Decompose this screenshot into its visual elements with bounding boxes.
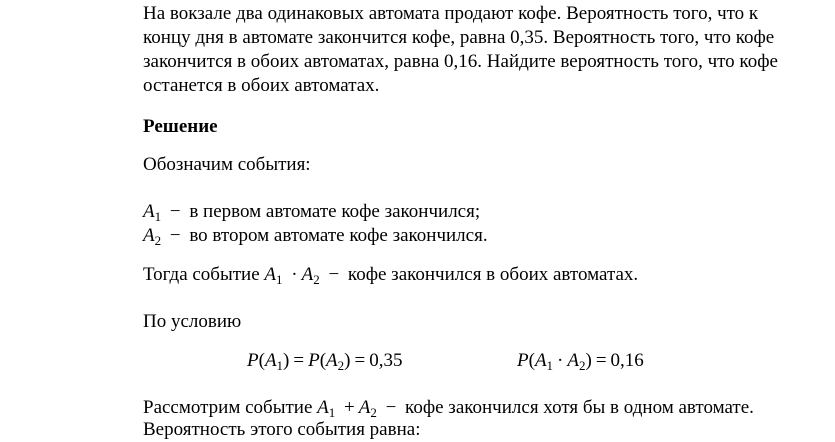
event-a1-symbol: A — [143, 201, 155, 222]
formula1-p1: P — [247, 350, 259, 371]
event-a1-sub: 1 — [154, 209, 162, 224]
event-a2-text: во втором автомате кофе закончился. — [189, 225, 488, 246]
formula2-eq: = — [595, 350, 607, 371]
product-a1-sub: 1 — [276, 272, 283, 287]
sum-event-text: кофе закончился хотя бы в одном автомате. — [405, 397, 754, 418]
event-a1-dash: − — [169, 201, 181, 222]
product-a1-symbol: A — [264, 264, 277, 285]
product-a2-sub: 2 — [313, 272, 320, 287]
problem-line-4: останется в обоих автоматах. — [143, 75, 380, 96]
product-dot: · — [291, 264, 298, 285]
denote-text: Обозначим события: — [143, 154, 311, 175]
event-a1-line — [143, 200, 480, 224]
formula1-a1: A — [264, 350, 277, 371]
sum-plus: + — [344, 397, 355, 418]
formula1-eq1: = — [293, 350, 305, 371]
formula1-a1-sub: 1 — [276, 358, 284, 373]
formula1-a2: A — [326, 350, 338, 371]
formula2-a2: A — [567, 350, 579, 371]
problem-line-2: концу дня в автомате закончится кофе, равна 0,35. Вероятность того, что кофе — [143, 27, 775, 48]
formula1-value: 0,35 — [369, 350, 403, 371]
event-a2-dash: − — [169, 225, 181, 246]
formula2-a1-sub: 1 — [546, 358, 554, 373]
product-dash: − — [328, 264, 340, 285]
probability-text: Вероятность этого события равна: — [143, 419, 421, 440]
condition-text: По условию — [143, 311, 242, 332]
solution-heading: Решение — [143, 116, 218, 137]
formula-single-probability: $P(A_1) = P(A_2) = 0,35$ — [247, 350, 403, 373]
formula1-a2-sub: 2 — [337, 358, 345, 373]
formula2-value: 0,16 — [610, 350, 644, 371]
sum-a1-sub: 1 — [328, 405, 336, 420]
sum-a2-symbol: A — [358, 397, 371, 418]
sum-event-prefix: Рассмотрим событие — [143, 397, 313, 418]
event-a2-line — [143, 224, 488, 248]
sum-dash: − — [385, 397, 397, 418]
product-event-prefix: Тогда событие — [143, 264, 260, 285]
event-a1-text: в первом автомате кофе закончился; — [189, 201, 481, 222]
formula2-p: P — [517, 350, 529, 371]
problem-line-1: На вокзале два одинаковых автомата продают кофе. Вероятность того, что к — [143, 3, 759, 24]
product-a2-symbol: A — [301, 264, 314, 285]
formula1-p2: P — [308, 350, 320, 371]
sum-a2-sub: 2 — [370, 405, 377, 420]
formula1-eq2: = — [354, 350, 366, 371]
formula2-a1: A — [534, 350, 547, 371]
product-event-text: кофе закончился в обоих автоматах. — [347, 264, 639, 285]
product-event-line — [143, 263, 638, 287]
formula2-dot: · — [557, 350, 564, 371]
sum-event-line — [143, 396, 754, 420]
event-a2-sub: 2 — [154, 233, 162, 248]
event-a2-symbol: A — [143, 225, 155, 246]
formula-joint-probability: $P(A_1 \cdot A_2) = 0,16$ — [517, 350, 644, 373]
problem-line-3: закончится в обоих автоматах, равна 0,16. Найдите вероятность того, что кофе — [143, 51, 778, 72]
formula2-a2-sub: 2 — [578, 358, 586, 373]
sum-a1-symbol: A — [317, 397, 329, 418]
